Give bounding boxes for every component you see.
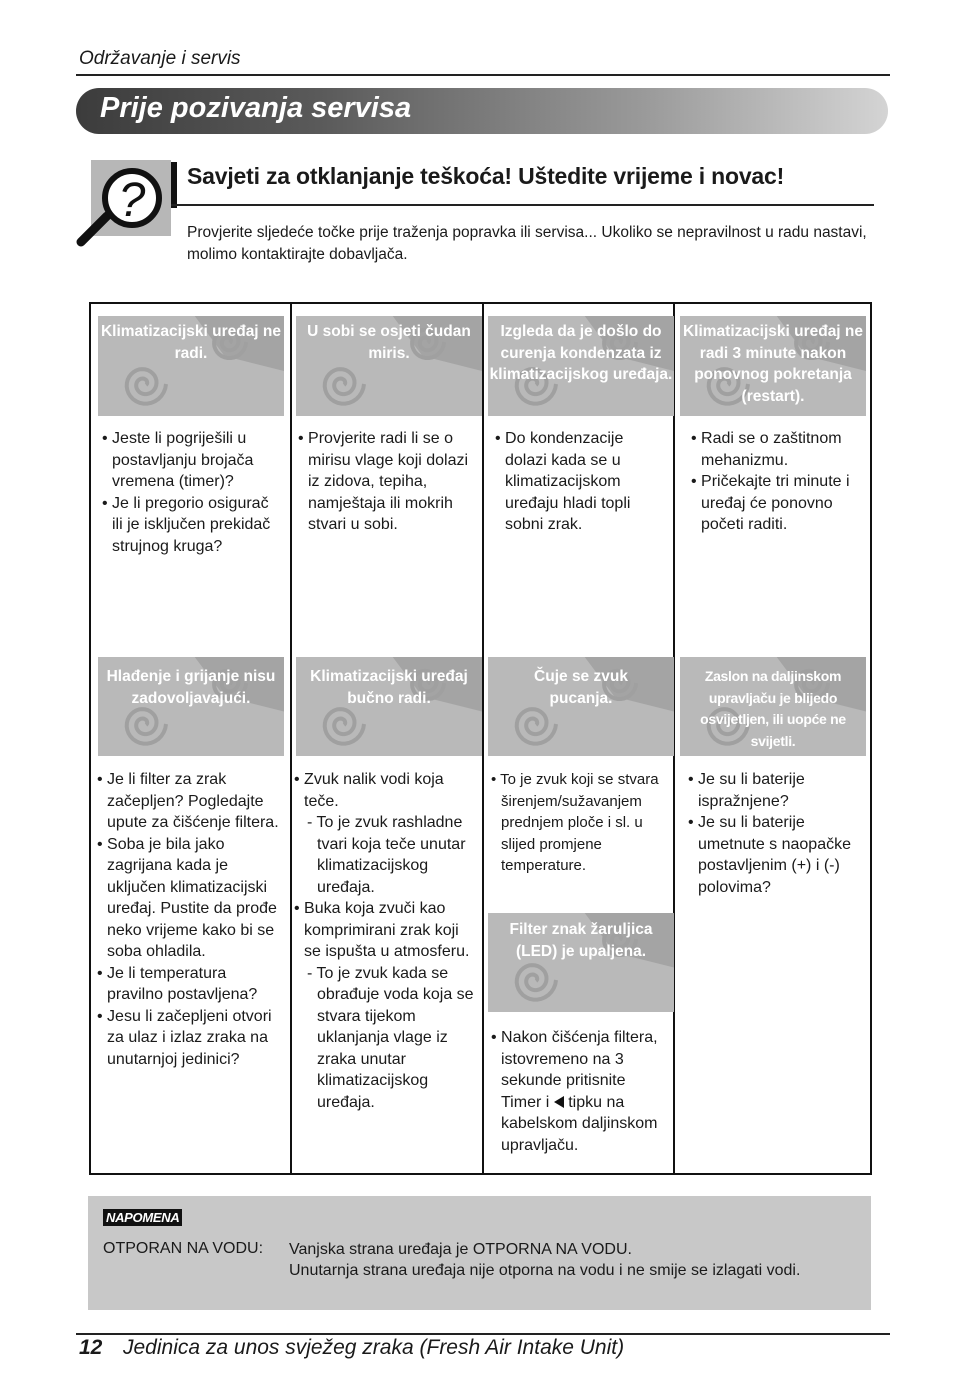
solution-text <box>102 428 280 557</box>
help-intro: Provjerite sljedeće točke prije traženja popravka ili servisa... Ukoliko se nepravilnost u radu nastavi, molimo kontaktirajte dobavljača. <box>187 224 867 263</box>
solution-item: • Jesu li začepljeni otvori za ulaz i izlaz zraka na unutarnjoj jedinici? <box>97 1007 272 1068</box>
problem-title: Klimatizacijski uređaj ne radi. <box>100 323 282 362</box>
solution-item: • Soba je bila jako zagrijana kada je uključen klimatizacijski uređaj. Pustite da prođe neko vrijeme kako bi se soba ohladila. <box>97 835 277 960</box>
problem-card <box>296 657 482 756</box>
problem-card <box>488 913 674 1012</box>
problem-card <box>98 657 284 756</box>
problem-title: Zaslon na daljinskom upravljaču je blijedo osvijetljen, ili uopće ne svijetli. <box>700 668 846 749</box>
problem-title: Klimatizacijski uređaj ne radi 3 minute nakon ponovnog pokretanja (restart). <box>682 323 864 405</box>
solution-text <box>294 769 478 1113</box>
solution-item <box>491 1027 669 1156</box>
subtitle-rule <box>171 204 874 206</box>
grid-divider <box>482 302 484 1175</box>
problem-title: Izgleda da je došlo do curenja kondenzata iz klimatizacijskog uređaja. <box>489 323 673 383</box>
help-title: Savjeti za otklanjanje teškoća! Uštedite vrijeme i novac! <box>187 163 785 189</box>
solution-text <box>298 428 474 536</box>
header-rule <box>76 74 890 76</box>
magnifier-question-icon <box>74 158 174 250</box>
problem-card <box>296 316 482 416</box>
solution-item: • Je li temperatura pravilno postavljena? <box>97 964 258 1003</box>
problem-card <box>680 316 866 416</box>
footer-rule <box>76 1333 890 1335</box>
solution-item: • Buka koja zvuči kao komprimirani zrak koji se ispušta u atmosferu. <box>294 900 470 960</box>
solution-text <box>691 428 863 536</box>
subtitle-accent-bar <box>171 162 177 208</box>
solution-item-text: • Nakon čišćenja filtera, istovremeno na 3 sekunde pritisnite Timer i <box>491 1029 658 1111</box>
solution-text <box>97 769 282 1070</box>
solution-item: • Provjerite radi li se o mirisu vlage koji dolazi iz zidova, tepiha, namještaja ili mokrih stvari u sobi. <box>298 430 469 533</box>
problem-title: U sobi se osjeti čudan miris. <box>307 323 471 362</box>
grid-divider <box>290 302 292 1175</box>
section-label: Održavanje i servis <box>79 48 241 69</box>
solution-item: • To je zvuk koji se stvara širenjem/sužavanjem prednjem ploče i sl. u slijed promjene temperature. <box>491 771 659 874</box>
note-line: Vanjska strana uređaja je OTPORNA NA VODU. <box>289 1241 632 1258</box>
note-label: OTPORAN NA VODU: <box>103 1240 264 1257</box>
problem-card <box>488 316 674 416</box>
solution-item: • Radi se o zaštitnom mehanizmu. <box>691 430 842 469</box>
solution-subitem: - To je zvuk kada se obrađuje voda koja se stvara tijekom uklanjanja vlage iz zraka unutar klimatizacijskog uređaja. <box>307 964 474 1111</box>
solution-subitem: - To je zvuk rashladne tvari koja teče unutar klimatizacijskog uređaja. <box>307 814 466 896</box>
solution-text <box>688 769 864 898</box>
problem-card <box>488 657 674 756</box>
solution-item: • Je su li baterije ispražnjene? <box>688 771 805 810</box>
solution-item: • Pričekajte tri minute i uređaj će ponovno početi raditi. <box>691 473 850 533</box>
solution-item-text: tipku na kabelskom daljinskom upravljaču. <box>501 1093 658 1154</box>
note-line: Unutarnja strana uređaja nije otporna na vodu i ne smije se izlagati vodi. <box>289 1261 801 1279</box>
note-badge: NAPOMENA <box>103 1209 182 1226</box>
solution-item: • Do kondenzacije dolazi kada se u klimatizacijskom uređaju hladi topli sobni zrak. <box>495 430 631 533</box>
note-text <box>289 1240 849 1281</box>
problem-title: Filter znak žaruljica (LED) je upaljena. <box>509 921 653 960</box>
solution-item: • Zvuk nalik vodi koja teče. <box>294 771 444 810</box>
solution-item: • Jeste li pogriješili u postavljanju brojača vremena (timer)? <box>102 430 254 490</box>
problem-card <box>98 316 284 416</box>
problem-title: Čuje se zvuk pucanja. <box>534 668 628 707</box>
problem-title: Klimatizacijski uređaj bučno radi. <box>310 668 468 707</box>
solution-text <box>491 769 661 877</box>
footer-title: Jedinica za unos svježeg zraka (Fresh Air Intake Unit) <box>123 1336 625 1359</box>
solution-text <box>491 1027 669 1156</box>
left-arrow-icon <box>554 1096 564 1108</box>
solution-text <box>495 428 655 536</box>
solution-item: • Je su li baterije umetnute s naopačke postavljenim (+) i (-) polovima? <box>688 814 851 896</box>
svg-text:?: ? <box>118 174 146 227</box>
problem-title: Hlađenje i grijanje nisu zadovoljavajući. <box>106 668 276 707</box>
solution-item: • Je li filter za zrak začepljen? Pogledajte upute za čišćenje filtera. <box>97 771 279 831</box>
problem-card <box>680 657 866 756</box>
page-number: 12 <box>79 1336 103 1359</box>
page-title: Prije pozivanja servisa <box>100 92 412 124</box>
solution-item: • Je li pregorio osigurač ili je isključen prekidač strujnog kruga? <box>102 494 271 555</box>
